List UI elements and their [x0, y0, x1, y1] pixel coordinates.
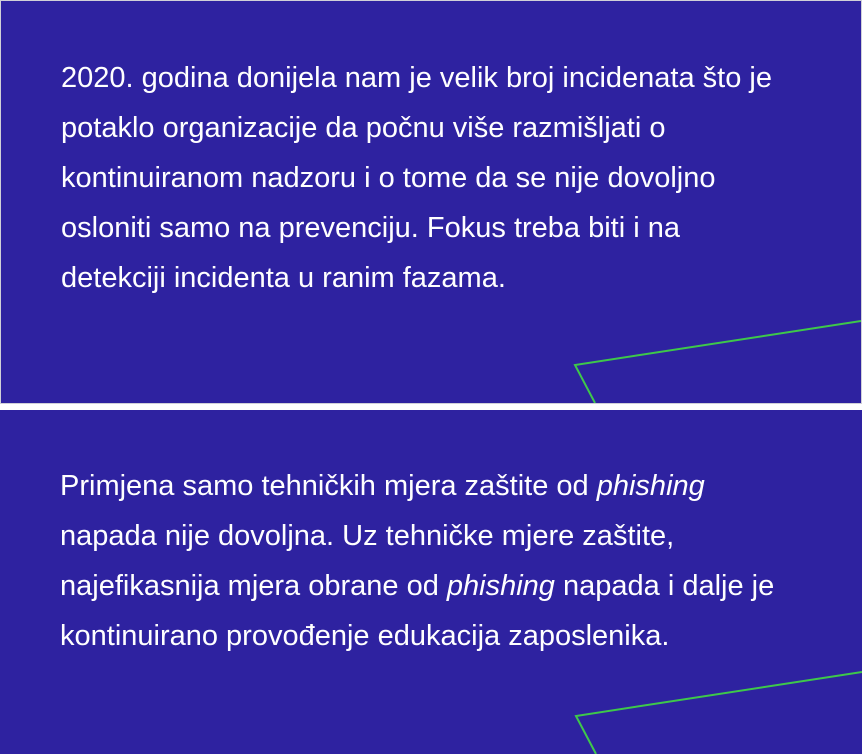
quote-2-term-phishing-1: phishing	[596, 470, 705, 502]
accent-line-path	[576, 672, 862, 754]
accent-line-path	[575, 321, 861, 403]
quote-text-2	[60, 461, 780, 661]
quote-2-part-2: napada nije dovoljna. Uz tehničke mjere zaštite, najefikasnija mjera obrane od	[60, 520, 675, 602]
quote-2-part-1: Primjena samo tehničkih mjera zaštite od	[60, 470, 597, 502]
quote-text-1: 2020. godina donijela nam je velik broj incidenata što je potaklo organizacije da počnu više razmišljati o kontinuiranom nadzoru i o tome da se nije dovoljno osloniti samo na prevenciju. Fokus treba biti i na detekciji incidenta u ranim fazama.	[61, 62, 772, 294]
accent-line-decoration	[572, 670, 862, 754]
accent-line-decoration	[571, 319, 861, 403]
quote-2-part-3: napada i dalje je kontinuirano provođenje edukacija zaposlenika.	[60, 570, 775, 652]
quote-2-term-phishing-2: phishing	[446, 570, 555, 602]
quote-card-2	[0, 410, 862, 754]
